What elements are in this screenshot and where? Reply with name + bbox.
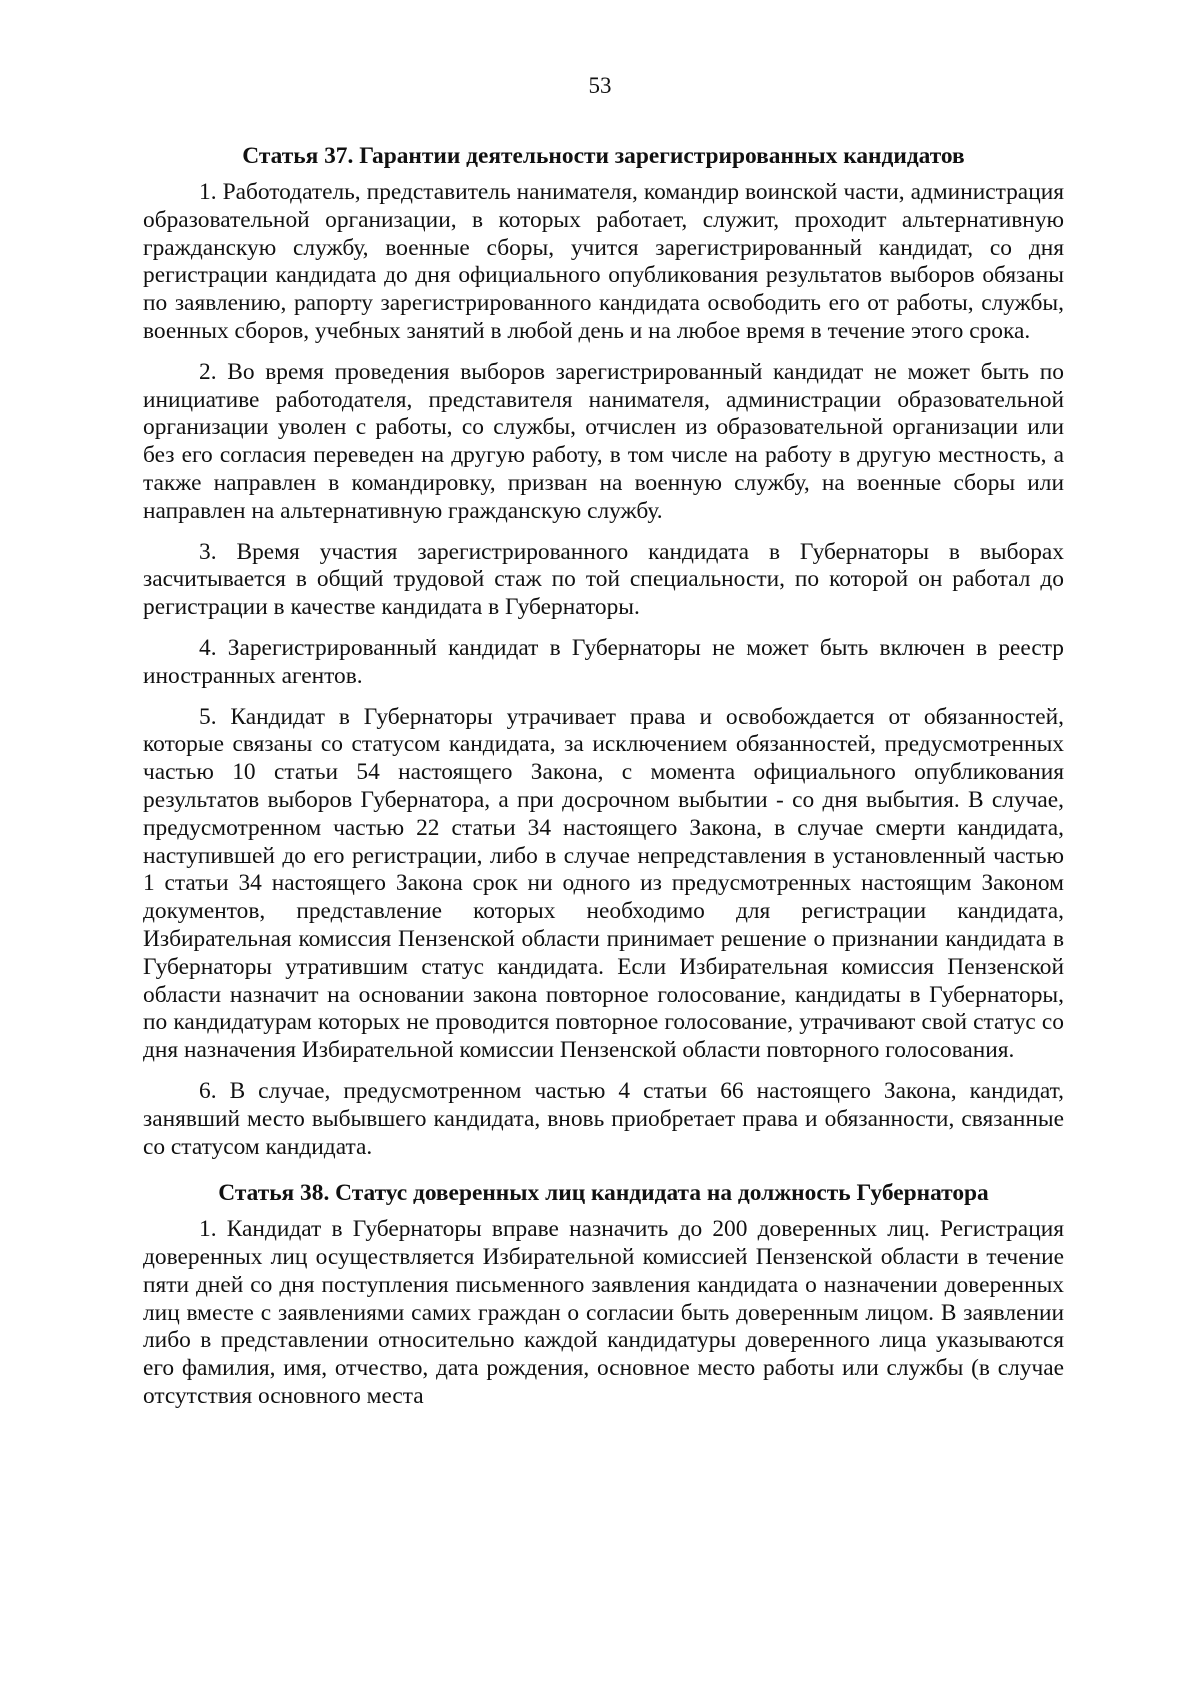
article-37-paragraph-3: 3. Время участия зарегистрированного кандидата в Губернаторы в выборах засчитывается в общий трудовой стаж по той специальности, по которой он работал до регистрации в качестве кандидата в Губернаторы. bbox=[143, 538, 1064, 621]
page-number: 53 bbox=[588, 73, 612, 98]
article-37-paragraph-1: 1. Работодатель, представитель нанимателя, командир воинской части, администрация образовательной организации, в которых работает, служит, проходит альтернативную гражданскую службу, военные сборы, учится зарегистрированный кандидат, со дня регистрации кандидата до дня официального опубликования результатов выборов обязаны по заявлению, рапорту зарегистрированного кандидата освободить его от работы, службы, военных сборов, учебных занятий в любой день и на любое время в течение этого срока. bbox=[143, 179, 1064, 344]
article-37-paragraph-2: 2. Во время проведения выборов зарегистрированный кандидат не может быть по инициативе работодателя, представителя нанимателя, администрации образовательной организации уволен с работы, со службы, отчислен из образовательной организации или без его согласия переведен на другую работу, в том числе на работу в другую местность, а также направлен в командировку, призван на военную службу, на военные сборы или направлен на альтернативную гражданскую службу. bbox=[143, 358, 1064, 524]
article-37-paragraph-5: 5. Кандидат в Губернаторы утрачивает права и освобождается от обязанностей, которые связаны со статусом кандидата, за исключением обязанностей, предусмотренных частью 10 статьи 54 настоящего Закона, с момента официального опубликования результатов выборов Губернатора, а при досрочном выбытии - со дня выбытия. В случае, предусмотренном частью 22 статьи 34 настоящего Закона, в случае смерти кандидата, наступившей до его регистрации, либо в случае непредставления в установленный частью 1 статьи 34 настоящего Закона срок ни одного из предусмотренных настоящим Законом документов, представление которых необходимо для регистрации кандидата, Избирательная комиссия Пензенской области принимает решение о признании кандидата в Губернаторы утратившим статус кандидата. Если Избирательная комиссия Пензенской области назначит на основании закона повторное голосование, кандидаты в Губернаторы, по кандидатурам которых не проводится повторное голосование, утрачивают свой статус со дня назначения Избирательной комиссии Пензенской области повторного голосования. bbox=[143, 703, 1064, 1064]
article-37-paragraph-4: 4. Зарегистрированный кандидат в Губернаторы не может быть включен в реестр иностранных агентов. bbox=[143, 634, 1064, 689]
article-38-heading: Статья 38. Статус доверенных лиц кандидата на должность Губернатора bbox=[218, 1180, 989, 1207]
article-37-paragraph-6: 6. В случае, предусмотренном частью 4 статьи 66 настоящего Закона, кандидат, занявший место выбывшего кандидата, вновь приобретает права и обязанности, связанные со статусом кандидата. bbox=[143, 1077, 1064, 1160]
article-37-heading: Статья 37. Гарантии деятельности зарегистрированных кандидатов bbox=[242, 143, 965, 169]
article-38-paragraph-1: 1. Кандидат в Губернаторы вправе назначить до 200 доверенных лиц. Регистрация доверенных лиц осуществляется Избирательной комиссией Пензенской области в течение пяти дней со дня поступления письменного заявления кандидата о назначении доверенных лиц вместе с заявлениями самих граждан о согласии быть доверенным лицом. В заявлении либо в представлении относительно каждой кандидатуры доверенного лица указываются его фамилия, имя, отчество, дата рождения, основное место работы или службы (в случае отсутствия основного места bbox=[143, 1216, 1064, 1410]
page-content bbox=[143, 142, 1064, 1424]
